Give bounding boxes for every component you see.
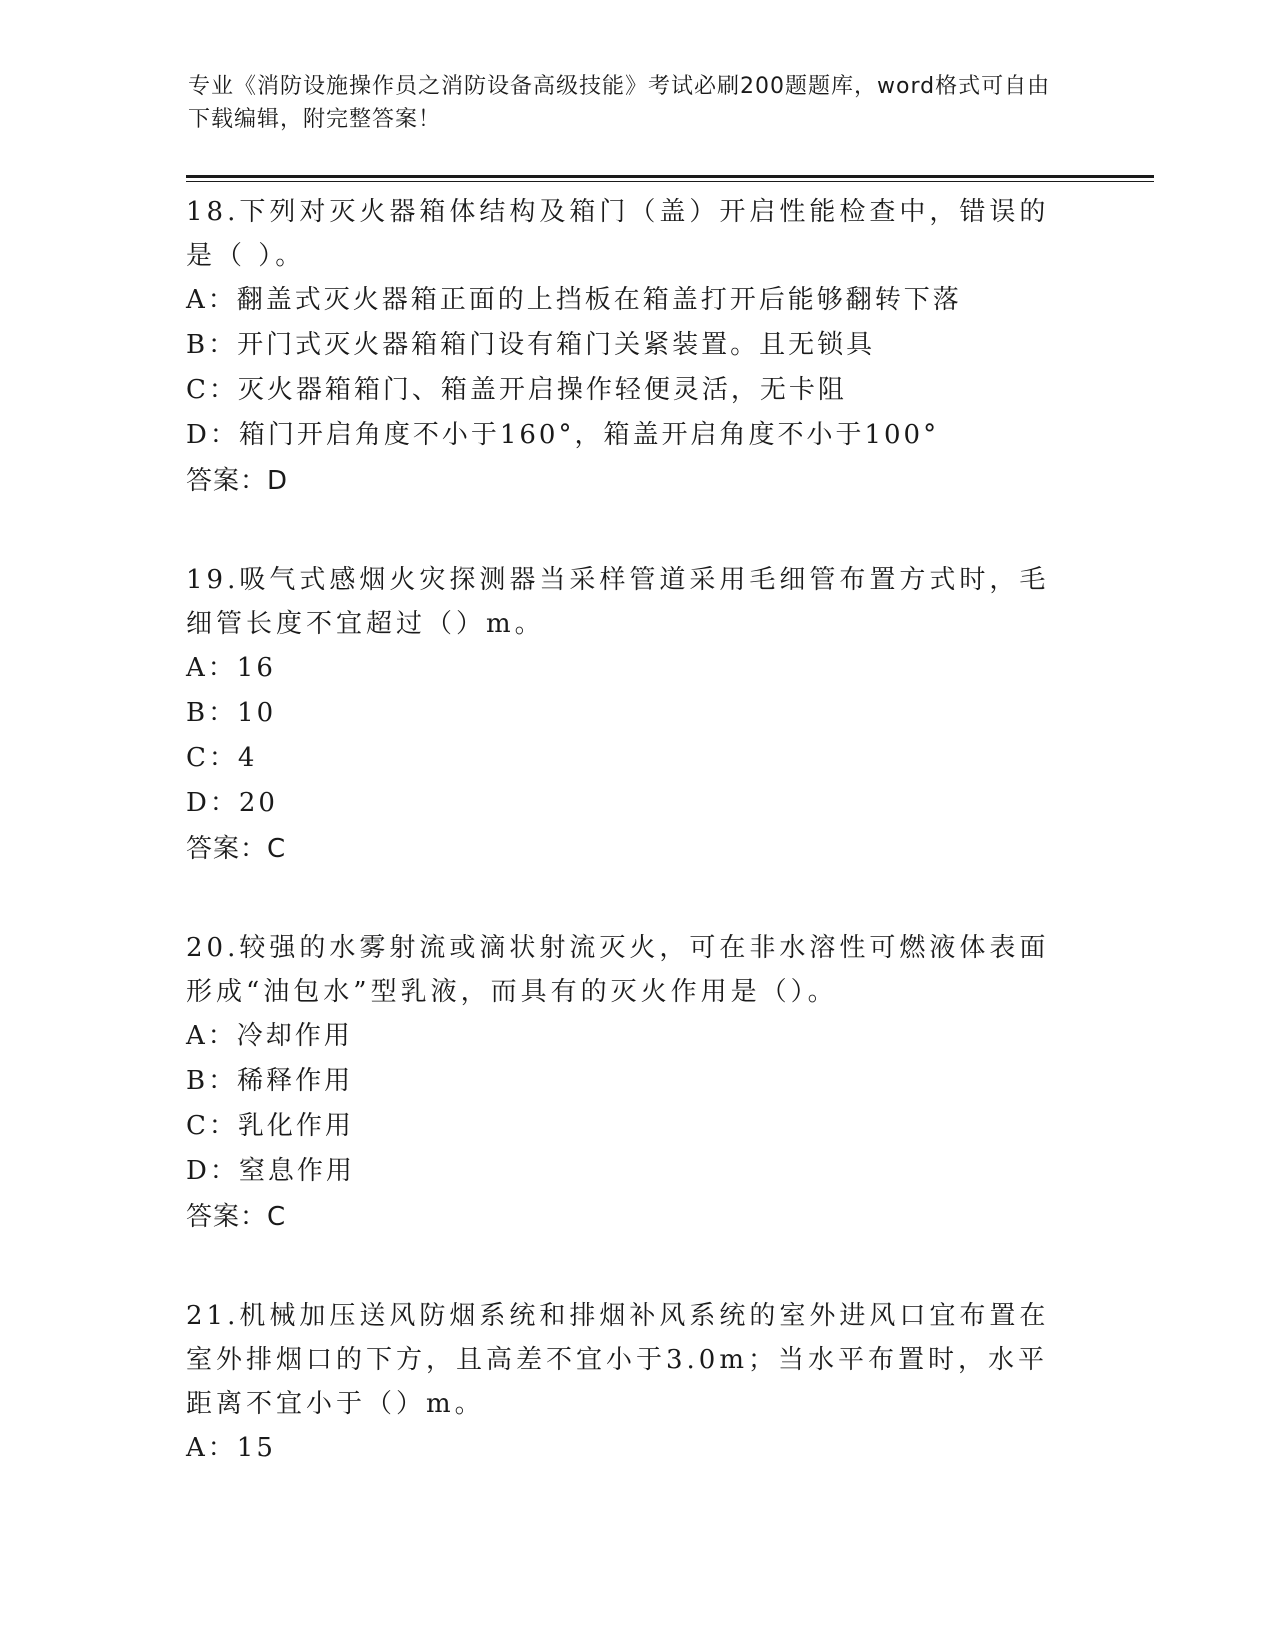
option-a: A：15 bbox=[186, 1433, 276, 1463]
question-20 bbox=[186, 926, 1066, 1240]
option-b: B：稀释作用 bbox=[186, 1066, 354, 1096]
question-text: 19.吸气式感烟火灾探测器当采样管道采用毛细管布置方式时，毛细管长度不宜超过（）m。 bbox=[186, 565, 1050, 639]
question-text: 18.下列对灭火器箱体结构及箱门（盖）开启性能检查中，错误的是（ ）。 bbox=[186, 197, 1050, 271]
header-divider-thin bbox=[186, 181, 1154, 182]
option-b: B：开门式灭火器箱箱门设有箱门关紧装置。且无锁具 bbox=[186, 330, 876, 360]
question-text: 21.机械加压送风防烟系统和排烟补风系统的室外进风口宜布置在室外排烟口的下方，且高差不宜小于3.0m；当水平布置时，水平距离不宜小于（）m。 bbox=[186, 1301, 1050, 1419]
option-c: C：灭火器箱箱门、箱盖开启操作轻便灵活，无卡阻 bbox=[186, 375, 847, 405]
question-21 bbox=[186, 1294, 1066, 1471]
answer-text: 答案：C bbox=[186, 1202, 287, 1232]
header-divider-thick bbox=[186, 175, 1154, 178]
option-d: D：窒息作用 bbox=[186, 1156, 355, 1186]
document-header: 专业《消防设施操作员之消防设备高级技能》考试必刷200题题库，word格式可自由下载编辑，附完整答案！ bbox=[188, 74, 1051, 132]
option-a: A：翻盖式灭火器箱正面的上挡板在箱盖打开后能够翻转下落 bbox=[186, 285, 962, 315]
question-list bbox=[186, 190, 1066, 1525]
question-19 bbox=[186, 558, 1066, 872]
option-d: D：箱门开启角度不小于160°，箱盖开启角度不小于100° bbox=[186, 420, 940, 450]
option-a: A：冷却作用 bbox=[186, 1021, 353, 1051]
question-18 bbox=[186, 190, 1066, 504]
question-text: 20.较强的水雾射流或滴状射流灭火，可在非水溶性可燃液体表面形成“油包水”型乳液，而具有的灭火作用是（）。 bbox=[186, 933, 1050, 1007]
option-d: D：20 bbox=[186, 788, 278, 818]
option-c: C：4 bbox=[186, 743, 258, 773]
option-b: B：10 bbox=[186, 698, 277, 728]
answer-text: 答案：D bbox=[186, 466, 289, 496]
answer-text: 答案：C bbox=[186, 834, 287, 864]
option-a: A：16 bbox=[186, 653, 276, 683]
option-c: C：乳化作用 bbox=[186, 1111, 354, 1141]
